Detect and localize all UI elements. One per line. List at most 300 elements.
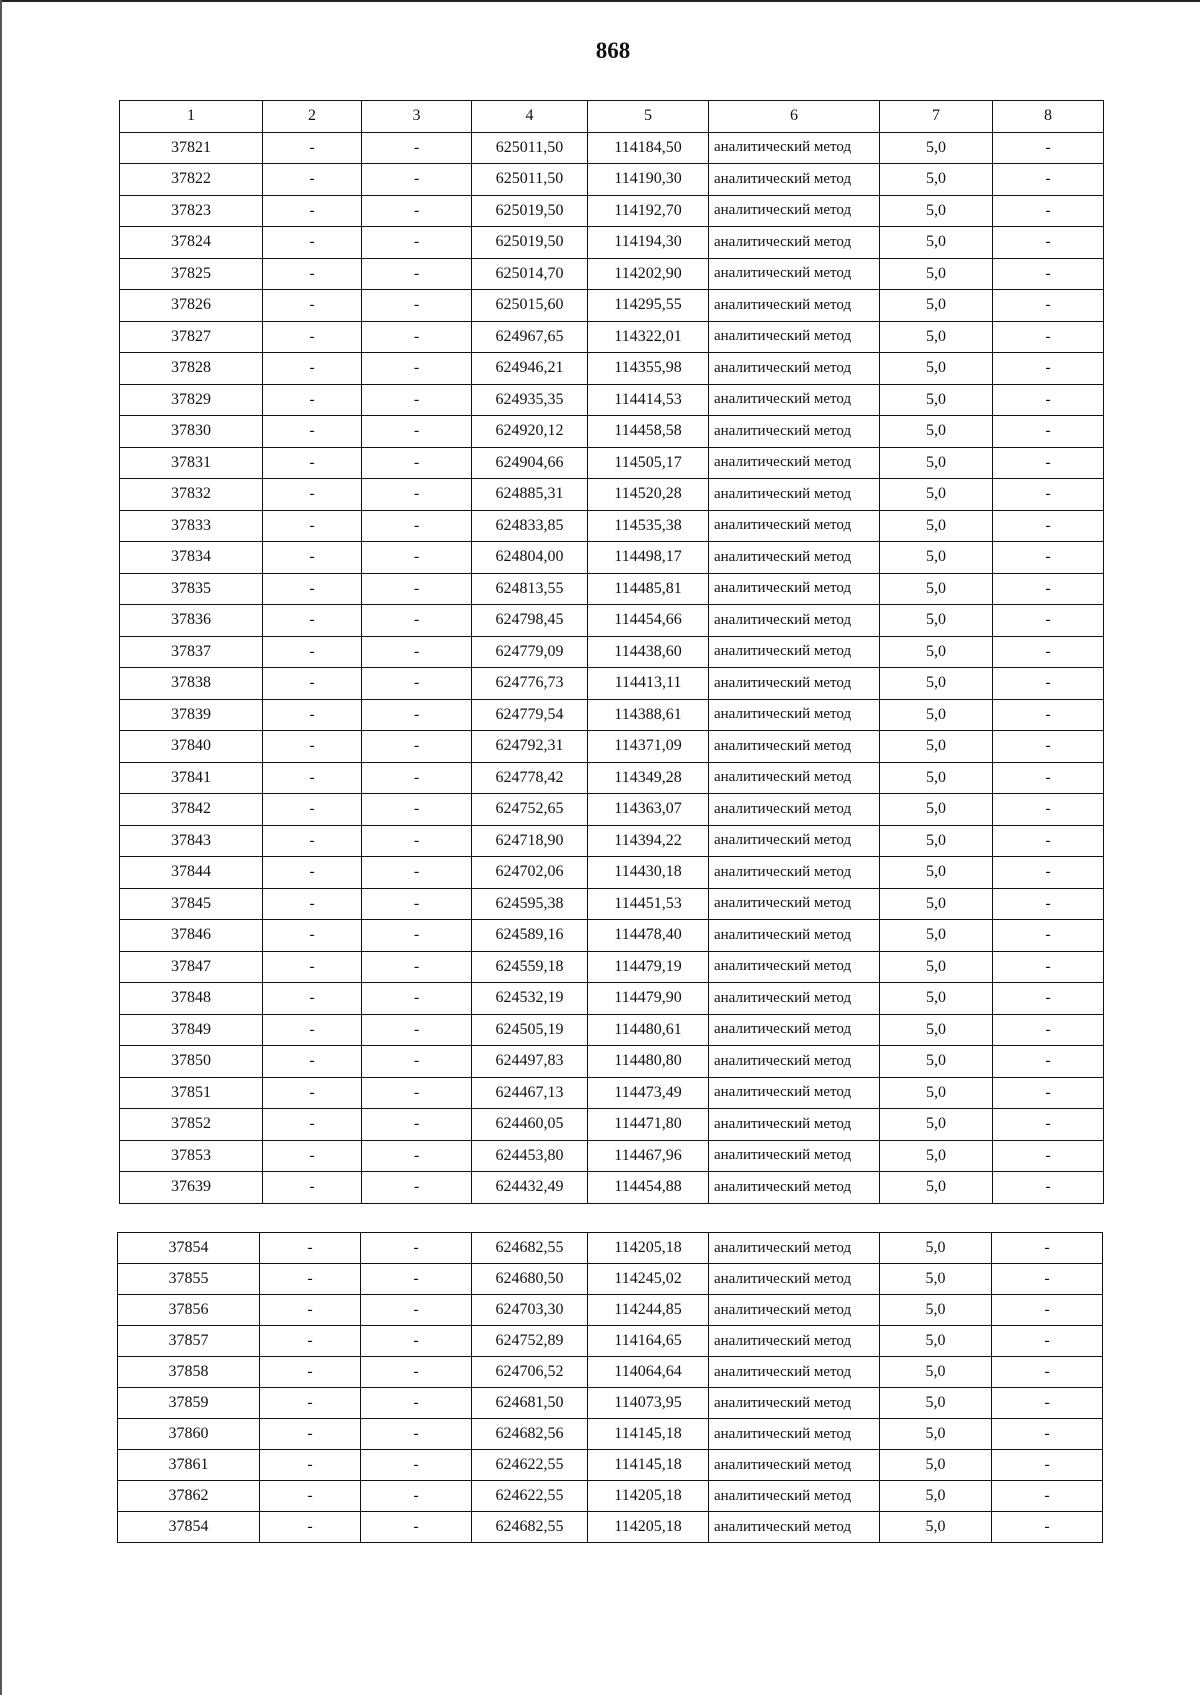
- table-cell: 114480,61: [588, 1014, 709, 1046]
- table-cell: 37848: [120, 983, 263, 1015]
- table-cell: -: [993, 605, 1104, 637]
- table-cell: 624453,80: [472, 1140, 588, 1172]
- table-cell: 624467,13: [472, 1077, 588, 1109]
- table-cell: 624682,55: [472, 1512, 588, 1543]
- table-cell: 114164,65: [588, 1326, 709, 1357]
- table-row: [120, 857, 1104, 889]
- table-cell: -: [263, 227, 362, 259]
- table-cell: 114349,28: [588, 762, 709, 794]
- page-number: 868: [595, 38, 631, 63]
- table-row: [120, 731, 1104, 763]
- table-cell: 114394,22: [588, 825, 709, 857]
- table-cell: -: [361, 1264, 472, 1295]
- table-cell: 624595,38: [472, 888, 588, 920]
- table-row: [120, 888, 1104, 920]
- table-cell: 37831: [120, 447, 263, 479]
- table-cell: -: [263, 731, 362, 763]
- table-cell: -: [992, 1295, 1103, 1326]
- header-cell: 6: [709, 101, 880, 133]
- table-row: [120, 195, 1104, 227]
- method-cell: аналитический метод: [709, 1450, 880, 1481]
- table-cell: -: [993, 290, 1104, 322]
- table-cell: 37846: [120, 920, 263, 952]
- table-row: [120, 762, 1104, 794]
- table-cell: -: [992, 1388, 1103, 1419]
- table-cell: -: [992, 1512, 1103, 1543]
- method-cell: аналитический метод: [709, 1140, 880, 1172]
- table-cell: 624703,30: [472, 1295, 588, 1326]
- table-cell: -: [263, 762, 362, 794]
- table-cell: 624813,55: [472, 573, 588, 605]
- table-cell: -: [263, 699, 362, 731]
- table-cell: -: [993, 1077, 1104, 1109]
- table-cell: -: [362, 1172, 472, 1204]
- table-row: [120, 668, 1104, 700]
- table-cell: 37855: [118, 1264, 260, 1295]
- table-cell: -: [993, 384, 1104, 416]
- method-cell: аналитический метод: [709, 195, 880, 227]
- table-cell: 37844: [120, 857, 263, 889]
- table-cell: 624559,18: [472, 951, 588, 983]
- method-cell: аналитический метод: [709, 1419, 880, 1450]
- table-cell: 37854: [118, 1512, 260, 1543]
- table-cell: -: [993, 920, 1104, 952]
- table-cell: -: [993, 416, 1104, 448]
- table-cell: -: [362, 321, 472, 353]
- table-cell: 37853: [120, 1140, 263, 1172]
- table-cell: 114192,70: [588, 195, 709, 227]
- table-cell: -: [362, 668, 472, 700]
- table-cell: 5,0: [880, 762, 993, 794]
- table-cell: -: [362, 195, 472, 227]
- table-row: [120, 321, 1104, 353]
- table-row: [118, 1388, 1103, 1419]
- table-cell: -: [993, 227, 1104, 259]
- method-cell: аналитический метод: [709, 227, 880, 259]
- table-cell: -: [263, 1109, 362, 1141]
- table-cell: -: [992, 1419, 1103, 1450]
- table-cell: 37829: [120, 384, 263, 416]
- table-cell: 37859: [118, 1388, 260, 1419]
- table-cell: 37832: [120, 479, 263, 511]
- table-cell: 5,0: [880, 1233, 992, 1264]
- method-cell: аналитический метод: [709, 920, 880, 952]
- table-cell: 37825: [120, 258, 263, 290]
- table-cell: 114471,80: [588, 1109, 709, 1141]
- table-cell: 624702,06: [472, 857, 588, 889]
- table-cell: -: [260, 1326, 361, 1357]
- header-cell: 2: [263, 101, 362, 133]
- table-cell: -: [362, 605, 472, 637]
- table-cell: -: [993, 1109, 1104, 1141]
- table-cell: 37836: [120, 605, 263, 637]
- method-cell: аналитический метод: [709, 510, 880, 542]
- table-row: [120, 353, 1104, 385]
- table-cell: -: [263, 605, 362, 637]
- table-cell: -: [362, 479, 472, 511]
- table-cell: 624532,19: [472, 983, 588, 1015]
- method-cell: аналитический метод: [709, 353, 880, 385]
- table-cell: -: [993, 762, 1104, 794]
- table-cell: 37828: [120, 353, 263, 385]
- table-cell: -: [260, 1388, 361, 1419]
- table-cell: 624622,55: [472, 1481, 588, 1512]
- table-cell: 37850: [120, 1046, 263, 1078]
- table-cell: 114485,81: [588, 573, 709, 605]
- table-cell: -: [263, 1077, 362, 1109]
- table-row: [120, 132, 1104, 164]
- coordinates-table-second: [117, 1232, 1103, 1543]
- table-cell: -: [361, 1295, 472, 1326]
- table-cell: 624935,35: [472, 384, 588, 416]
- header-cell: 7: [880, 101, 993, 133]
- table-cell: 37862: [118, 1481, 260, 1512]
- table-cell: 114467,96: [588, 1140, 709, 1172]
- method-cell: аналитический метод: [709, 1172, 880, 1204]
- table-cell: -: [263, 1014, 362, 1046]
- table-cell: -: [362, 699, 472, 731]
- table-row: [118, 1357, 1103, 1388]
- table-cell: 37823: [120, 195, 263, 227]
- table-cell: 114371,09: [588, 731, 709, 763]
- table-cell: 37834: [120, 542, 263, 574]
- table-cell: 624497,83: [472, 1046, 588, 1078]
- table-row: [120, 479, 1104, 511]
- table-cell: -: [263, 636, 362, 668]
- table-row: [120, 794, 1104, 826]
- table-cell: 5,0: [880, 321, 993, 353]
- table-row: [120, 542, 1104, 574]
- table-cell: -: [260, 1295, 361, 1326]
- table-row: [120, 1109, 1104, 1141]
- table-cell: -: [263, 983, 362, 1015]
- table-body-second: [118, 1233, 1103, 1543]
- table-cell: -: [362, 825, 472, 857]
- table-cell: 114430,18: [588, 857, 709, 889]
- table-cell: 5,0: [880, 573, 993, 605]
- table-cell: 114205,18: [588, 1512, 709, 1543]
- table-cell: 5,0: [880, 1326, 992, 1357]
- table-cell: 624885,31: [472, 479, 588, 511]
- table-row: [120, 920, 1104, 952]
- table-cell: 114505,17: [588, 447, 709, 479]
- table-cell: 5,0: [880, 888, 993, 920]
- table-cell: -: [260, 1419, 361, 1450]
- table-cell: 5,0: [880, 353, 993, 385]
- method-cell: аналитический метод: [709, 1014, 880, 1046]
- table-cell: -: [263, 825, 362, 857]
- table-cell: -: [263, 290, 362, 322]
- table-row: [118, 1264, 1103, 1295]
- table-cell: -: [361, 1512, 472, 1543]
- table-cell: -: [362, 731, 472, 763]
- method-cell: аналитический метод: [709, 888, 880, 920]
- table-cell: -: [263, 510, 362, 542]
- table-cell: -: [362, 258, 472, 290]
- table-cell: -: [992, 1357, 1103, 1388]
- table-row: [118, 1295, 1103, 1326]
- table-cell: -: [362, 636, 472, 668]
- table-cell: 624792,31: [472, 731, 588, 763]
- table-cell: 624946,21: [472, 353, 588, 385]
- method-cell: аналитический метод: [709, 321, 880, 353]
- table-cell: 37827: [120, 321, 263, 353]
- table-cell: 114145,18: [588, 1419, 709, 1450]
- method-cell: аналитический метод: [709, 1077, 880, 1109]
- table-cell: -: [361, 1450, 472, 1481]
- table-cell: -: [263, 416, 362, 448]
- table-cell: 114473,49: [588, 1077, 709, 1109]
- table-cell: -: [992, 1326, 1103, 1357]
- method-cell: аналитический метод: [709, 479, 880, 511]
- table-cell: -: [362, 762, 472, 794]
- table-cell: 114388,61: [588, 699, 709, 731]
- table-cell: 37851: [120, 1077, 263, 1109]
- table-cell: -: [362, 920, 472, 952]
- method-cell: аналитический метод: [709, 1326, 880, 1357]
- table-cell: -: [260, 1357, 361, 1388]
- table-cell: 114479,19: [588, 951, 709, 983]
- table-cell: 625015,60: [472, 290, 588, 322]
- table-cell: 624589,16: [472, 920, 588, 952]
- table-cell: 114064,64: [588, 1357, 709, 1388]
- table-cell: 5,0: [880, 227, 993, 259]
- table-cell: -: [362, 510, 472, 542]
- table-cell: -: [362, 447, 472, 479]
- table-cell: 5,0: [880, 825, 993, 857]
- table-cell: -: [260, 1233, 361, 1264]
- table-cell: -: [362, 983, 472, 1015]
- table-cell: 624752,89: [472, 1326, 588, 1357]
- table-cell: 5,0: [880, 290, 993, 322]
- table-cell: -: [993, 353, 1104, 385]
- table-cell: 5,0: [880, 164, 993, 196]
- table-row: [120, 1046, 1104, 1078]
- table-cell: 37843: [120, 825, 263, 857]
- table-cell: 624505,19: [472, 1014, 588, 1046]
- table-cell: -: [362, 1109, 472, 1141]
- table-cell: 37849: [120, 1014, 263, 1046]
- method-cell: аналитический метод: [709, 384, 880, 416]
- table-cell: -: [362, 542, 472, 574]
- header-cell: 5: [588, 101, 709, 133]
- method-cell: аналитический метод: [709, 542, 880, 574]
- table-cell: 624622,55: [472, 1450, 588, 1481]
- table-cell: -: [993, 951, 1104, 983]
- method-cell: аналитический метод: [709, 1233, 880, 1264]
- table-cell: 5,0: [880, 1357, 992, 1388]
- table-cell: -: [361, 1357, 472, 1388]
- table-cell: 114190,30: [588, 164, 709, 196]
- table-cell: -: [993, 1172, 1104, 1204]
- table-cell: 624920,12: [472, 416, 588, 448]
- table-row: [120, 1014, 1104, 1046]
- table-cell: 114458,58: [588, 416, 709, 448]
- table-cell: 5,0: [880, 1046, 993, 1078]
- coordinates-table-main: [119, 100, 1104, 1204]
- header-cell: 8: [993, 101, 1104, 133]
- table-cell: 5,0: [880, 731, 993, 763]
- table-cell: -: [260, 1450, 361, 1481]
- table-cell: 37857: [118, 1326, 260, 1357]
- table-cell: -: [263, 1172, 362, 1204]
- table-cell: -: [263, 447, 362, 479]
- table-cell: -: [992, 1481, 1103, 1512]
- table-row: [120, 290, 1104, 322]
- table-row: [120, 573, 1104, 605]
- table-cell: 624779,09: [472, 636, 588, 668]
- table-cell: 5,0: [880, 1109, 993, 1141]
- method-cell: аналитический метод: [709, 1109, 880, 1141]
- table-row: [118, 1481, 1103, 1512]
- table-cell: 5,0: [880, 1512, 992, 1543]
- table-cell: 5,0: [880, 920, 993, 952]
- table-cell: 37833: [120, 510, 263, 542]
- table-cell: -: [362, 353, 472, 385]
- table-cell: -: [993, 164, 1104, 196]
- table-cell: 5,0: [880, 1481, 992, 1512]
- table-cell: -: [993, 731, 1104, 763]
- table-cell: 114205,18: [588, 1481, 709, 1512]
- table-cell: -: [993, 132, 1104, 164]
- table-cell: 5,0: [880, 1388, 992, 1419]
- table-cell: -: [993, 542, 1104, 574]
- table-cell: -: [993, 321, 1104, 353]
- method-cell: аналитический метод: [709, 1481, 880, 1512]
- table-cell: 37838: [120, 668, 263, 700]
- table-cell: -: [361, 1233, 472, 1264]
- table-cell: 37841: [120, 762, 263, 794]
- table-cell: -: [263, 668, 362, 700]
- method-cell: аналитический метод: [709, 1295, 880, 1326]
- table-cell: 5,0: [880, 1077, 993, 1109]
- method-cell: аналитический метод: [709, 636, 880, 668]
- table-cell: 114145,18: [588, 1450, 709, 1481]
- table-cell: 37837: [120, 636, 263, 668]
- table-cell: -: [993, 1046, 1104, 1078]
- table-row: [120, 227, 1104, 259]
- table-cell: 624904,66: [472, 447, 588, 479]
- table-cell: 37639: [120, 1172, 263, 1204]
- method-cell: аналитический метод: [709, 794, 880, 826]
- table-cell: -: [263, 573, 362, 605]
- table-cell: 114363,07: [588, 794, 709, 826]
- table-cell: -: [361, 1388, 472, 1419]
- table-cell: -: [992, 1233, 1103, 1264]
- table-cell: 5,0: [880, 447, 993, 479]
- table-cell: 624432,49: [472, 1172, 588, 1204]
- method-cell: аналитический метод: [709, 573, 880, 605]
- table-cell: 5,0: [880, 983, 993, 1015]
- table-cell: -: [362, 1077, 472, 1109]
- header-row: [120, 101, 1104, 133]
- table-cell: -: [362, 164, 472, 196]
- table-row: [120, 164, 1104, 196]
- table-cell: 114295,55: [588, 290, 709, 322]
- table-cell: -: [260, 1512, 361, 1543]
- table-cell: 5,0: [880, 857, 993, 889]
- table-row: [120, 699, 1104, 731]
- method-cell: аналитический метод: [709, 164, 880, 196]
- table-cell: -: [993, 983, 1104, 1015]
- table-cell: 114454,66: [588, 605, 709, 637]
- method-cell: аналитический метод: [709, 290, 880, 322]
- table-body-main: [120, 132, 1104, 1203]
- table-cell: -: [993, 825, 1104, 857]
- table-cell: 114535,38: [588, 510, 709, 542]
- table-cell: -: [993, 668, 1104, 700]
- table-cell: 5,0: [880, 794, 993, 826]
- table-cell: -: [263, 321, 362, 353]
- table-row: [120, 447, 1104, 479]
- method-cell: аналитический метод: [709, 416, 880, 448]
- table-cell: -: [361, 1419, 472, 1450]
- table-cell: 5,0: [880, 384, 993, 416]
- method-cell: аналитический метод: [709, 951, 880, 983]
- table-cell: 37858: [118, 1357, 260, 1388]
- table-cell: 5,0: [880, 132, 993, 164]
- method-cell: аналитический метод: [709, 1046, 880, 1078]
- table-cell: 114479,90: [588, 983, 709, 1015]
- method-cell: аналитический метод: [709, 1388, 880, 1419]
- table-cell: -: [362, 290, 472, 322]
- table-cell: 625019,50: [472, 195, 588, 227]
- table-row: [118, 1233, 1103, 1264]
- table-cell: 37842: [120, 794, 263, 826]
- table-row: [120, 825, 1104, 857]
- method-cell: аналитический метод: [709, 699, 880, 731]
- table-row: [118, 1512, 1103, 1543]
- table-cell: -: [993, 573, 1104, 605]
- table-cell: -: [361, 1326, 472, 1357]
- table-cell: 624776,73: [472, 668, 588, 700]
- table-cell: 624967,65: [472, 321, 588, 353]
- table-cell: 5,0: [880, 258, 993, 290]
- table-cell: 114520,28: [588, 479, 709, 511]
- table-cell: 624752,65: [472, 794, 588, 826]
- table-cell: 5,0: [880, 636, 993, 668]
- table-cell: 114244,85: [588, 1295, 709, 1326]
- table-cell: 624681,50: [472, 1388, 588, 1419]
- table-cell: -: [263, 1140, 362, 1172]
- table-cell: -: [993, 479, 1104, 511]
- table-cell: 5,0: [880, 1014, 993, 1046]
- table-cell: 5,0: [880, 1140, 993, 1172]
- table-cell: 5,0: [880, 1419, 992, 1450]
- table-cell: 114322,01: [588, 321, 709, 353]
- table-cell: 37856: [118, 1295, 260, 1326]
- method-cell: аналитический метод: [709, 762, 880, 794]
- table-cell: 624804,00: [472, 542, 588, 574]
- table-cell: 114414,53: [588, 384, 709, 416]
- table-cell: 5,0: [880, 1295, 992, 1326]
- table-cell: 114480,80: [588, 1046, 709, 1078]
- table-cell: 5,0: [880, 1264, 992, 1295]
- table-cell: -: [362, 951, 472, 983]
- method-cell: аналитический метод: [709, 668, 880, 700]
- table-cell: 37821: [120, 132, 263, 164]
- table-cell: 5,0: [880, 1450, 992, 1481]
- table-cell: -: [993, 1014, 1104, 1046]
- table-cell: 624778,42: [472, 762, 588, 794]
- table-cell: 5,0: [880, 416, 993, 448]
- table-cell: 624682,55: [472, 1233, 588, 1264]
- table-cell: 37852: [120, 1109, 263, 1141]
- table-cell: 5,0: [880, 542, 993, 574]
- table-cell: -: [993, 1140, 1104, 1172]
- table-cell: -: [263, 132, 362, 164]
- table-cell: -: [362, 416, 472, 448]
